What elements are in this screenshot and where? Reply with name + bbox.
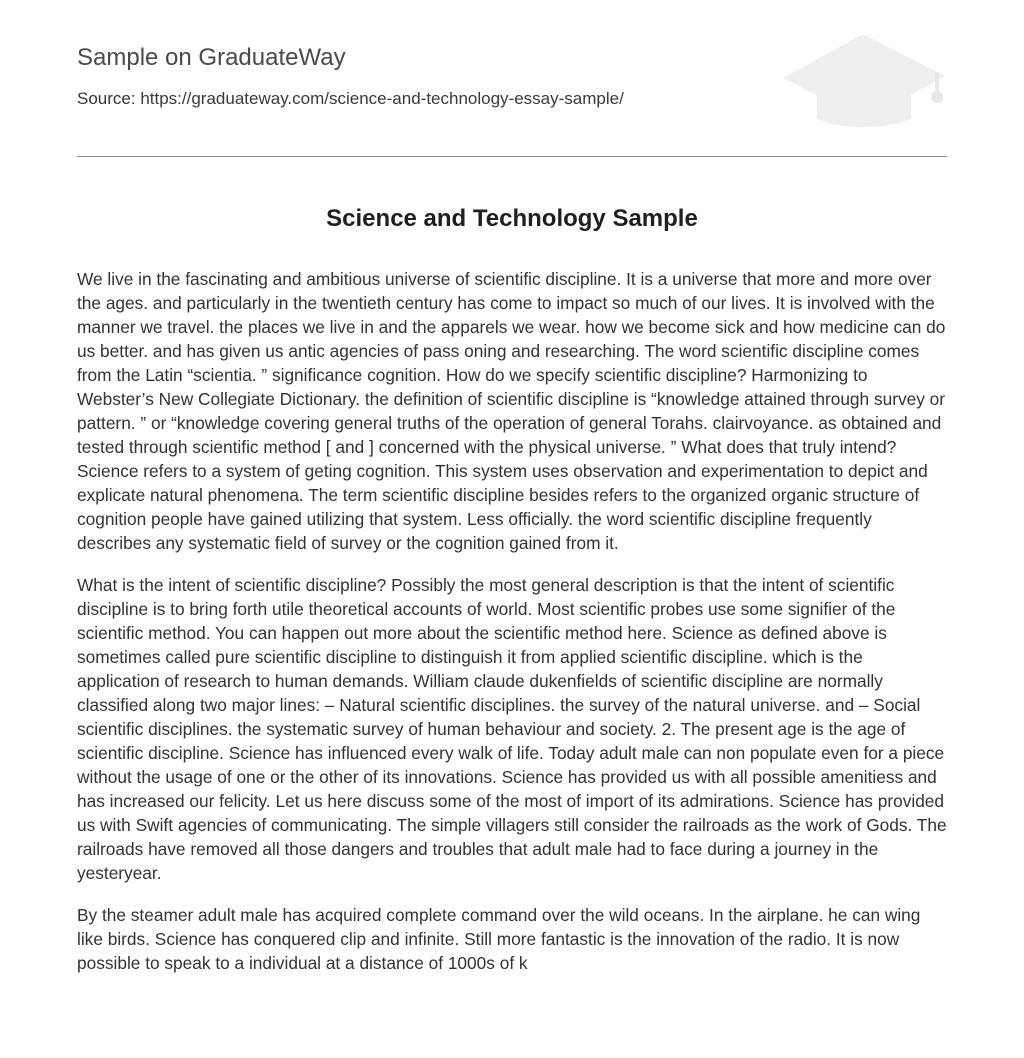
paragraph-3: By the steamer adult male has acquired complete command over the wild oceans. In the airplane. he can wing like birds. Science has conquered clip and infinite. Still more fantastic is the innovation of the radio. It is now possible to speak to a individual at a distance of 1000s of k bbox=[77, 905, 921, 973]
essay-body bbox=[77, 267, 947, 993]
paragraph-1: We live in the fascinating and ambitious universe of scientific discipline. It is a universe that more and more over the ages. and particularly in the twentieth century has come to impact so much of our lives. It is involved with the manner we travel. the places we live in and the apparels we wear. how we become sick and how medicine can do us better. and has given us antic agencies of pass oning and researching. The word scientific discipline comes from the Latin “scientia. ” significance cognition. How do we specify scientific discipline? Harmonizing to Webster’s New Collegiate Dictionary. the definition of scientific discipline is “knowledge attained through survey or pattern. ” or “knowledge covering general truths of the operation of general Torahs. clairvoyance. as obtained and tested through scientific method [ and ] concerned with the physical universe. ” What does that truly intend? Science refers to a system of geting cognition. This system uses observation and experimentation to depict and explicate natural phenomena. The term scientific discipline besides refers to the organized organic structure of cognition people have gained utilizing that system. Less officially. the word scientific discipline frequently describes any systematic field of survey or the cognition gained from it. bbox=[77, 269, 946, 553]
paragraph-2: What is the intent of scientific discipline? Possibly the most general description is that the intent of scientific discipline is to bring forth utile theoretical accounts of world. Most scientific probes use some signifier of the scientific method. You can happen out more about the scientific method here. Science as defined above is sometimes called pure scientific discipline to distinguish it from applied scientific discipline. which is the application of research to human demands. William claude dukenfields of scientific discipline are normally classified along two major lines: – Natural scientific disciplines. the survey of the natural universe. and – Social scientific disciplines. the systematic survey of human behaviour and society. 2. The present age is the age of scientific discipline. Science has influenced every walk of life. Today adult male can non populate even for a piece without the usage of one or the other of its innovations. Science has provided us with all possible amenitiess and has increased our felicity. Let us here discuss some of the most of import of its admirations. Science has provided us with Swift agencies of communicating. The simple villagers still consider the railroads as the work of Gods. The railroads have removed all those dangers and troubles that adult male had to face during a journey in the yesteryear. bbox=[77, 575, 947, 883]
graduation-cap-icon bbox=[781, 30, 947, 134]
page-header bbox=[77, 0, 947, 157]
site-title: Sample on GraduateWay bbox=[77, 44, 346, 71]
source-line bbox=[77, 89, 624, 109]
essay-title: Science and Technology Sample bbox=[326, 205, 698, 232]
source-link[interactable]: https://graduateway.com/science-and-technology-essay-sample/ bbox=[140, 89, 624, 108]
source-label: Source: bbox=[77, 89, 136, 108]
